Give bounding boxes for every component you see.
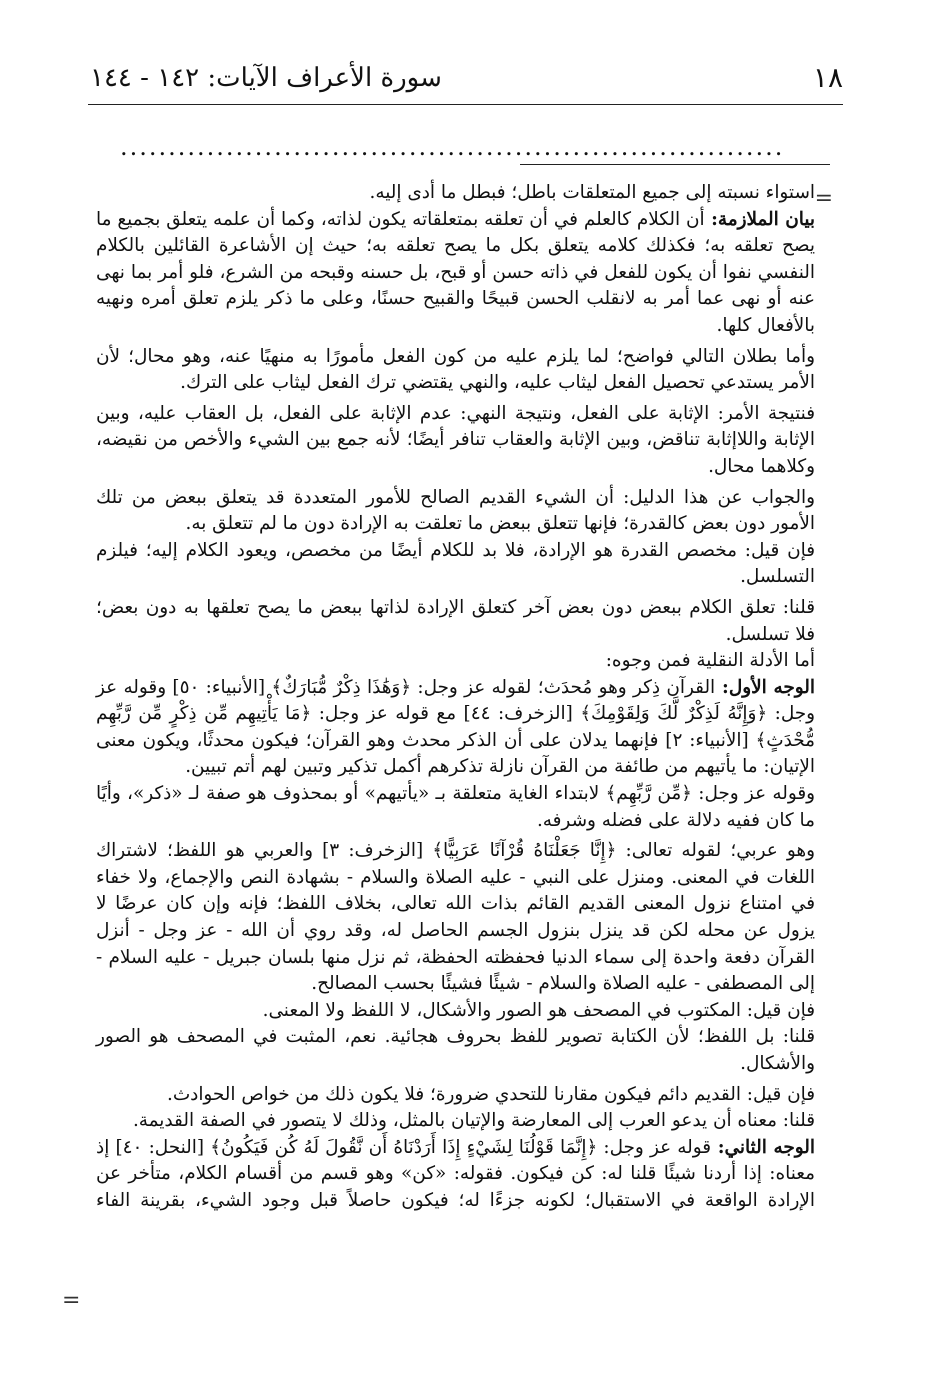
paragraph: أما الأدلة النقلية فمن وجوه:: [605, 650, 815, 672]
paragraph: الوجه الأول: القرآن ذِكر وهو مُحدَث؛ لقوله عز وجل: ﴿وَهَٰذَا ذِكْرٌ مُّبَارَكٌ﴾ [الأنبياء: ٥٠] وقوله عز وجل: ﴿وَإِنَّهُ لَذِكْرٌ لَّكَ وَلِقَوْمِكَ﴾ [الزخرف: ٤٤] مع قوله عز وجل: ﴿مَا يَأْتِيهِم مِّن ذِكْرٍ مِّن رَّبِّهِم مُّحْدَثٍ﴾ [الأنبياء: ٢] فإنهما يدلان على أن الذكر محدث وهو القرآن؛ فيكون محدثًا، ويكون معنى الإتيان: ما يأتيهم من طائفة من القرآن نازلة تذكرهم أكمل تذكير وتبين لهم أتم تبيين.: [96, 676, 815, 778]
paragraph: فإن قيل: القديم دائم فيكون مقارنا للتحدي ضرورة؛ فلا يكون ذلك من خواص الحوادث.: [166, 1083, 815, 1105]
body-text: [96, 180, 815, 1215]
paragraph: وأما بطلان التالي فواضح؛ لما يلزم عليه من كون الفعل مأمورًا به منهيًا عنه، وهو محال؛ لأن الأمر يستدعي تحصيل الفعل ليثاب عليه، والنهي يقتضي ترك الفعل ليثاب على الترك.: [96, 345, 815, 394]
paragraph: والجواب عن هذا الدليل: أن الشيء القديم الصالح للأمور المتعددة قد يتعلق ببعض من تلك الأمور دون بعض كالقدرة؛ فإنها تتعلق ببعض ما تعلقت به الإرادة دون ما لم تتعلق به.: [96, 486, 815, 535]
paragraph: فإن قيل: المكتوب في المصحف هو الصور والأشكال، لا اللفظ ولا المعنى.: [262, 999, 815, 1021]
running-title: سورة الأعراف الآيات: ١٤٢ - ١٤٤: [90, 63, 442, 93]
continuation-mark-icon: =: [814, 186, 833, 211]
paragraph: قلنا: تعلق الكلام ببعض دون بعض آخر كتعلق الإرادة لذاتها ببعض ما يصح تعلقها به دون بعض؛ فلا تسلسل.: [96, 596, 815, 645]
paragraph: قلنا: معناه أن يدعو العرب إلى المعارضة والإتيان بالمثل، وذلك لا يتصور في الصفة القديمة.: [132, 1110, 815, 1132]
ellipsis-dots: .....................................................................: [120, 133, 785, 161]
header-rule: [88, 104, 843, 105]
paragraph: استواء نسبته إلى جميع المتعلقات باطل؛ فبطل ما أدى إليه.: [369, 182, 815, 203]
paragraph: قلنا: بل اللفظ؛ لأن الكتابة تصوير للفظ بحروف هجائية. نعم، المثبت في المصحف هو الصور والأشكال.: [96, 1026, 815, 1074]
separator-rule: [520, 164, 830, 165]
paragraph: وقوله عز وجل: ﴿مِّن رَّبِّهِم﴾ لابتداء الغاية متعلقة بـ «يأتيهم» أو بمحذوف هو صفة لـ «ذكر»، وأيًا ما كان ففيه دلالة على فضله وشرفه.: [96, 783, 815, 831]
paragraph: بيان الملازمة: أن الكلام كالعلم في أن تعلقه بمتعلقاته يكون لذاته، وكما أن علمه يتعلق بجميع ما يصح تعلقه به؛ فكذلك كلامه يتعلق بكل ما يصح تعلقه به؛ حيث إن الأشاعرة القائلين بالكلام النفسي نفوا أن يكون للفعل في ذاته حسن أو قبح، بل حسنه وقبحه من الشرع، فلو أمر بما نهى عنه أو نهى عما أمر به لانقلب الحسن قبيحًا والقبيح حسنًا، وعلى ما ذكر يلزم تعلق أمره ونهيه بالأفعال كلها.: [96, 208, 816, 336]
paragraph: فنتيجة الأمر: الإثابة على الفعل، ونتيجة النهي: عدم الإثابة على الفعل، بل العقاب عليه، وبين الإثابة واللاإثابة تناقض، وبين الإثابة والعقاب تنافر أيضًا؛ لأنه جمع بين الشيء والأخص من نقيضه، وكلاهما محال.: [96, 402, 815, 477]
paragraph: وهو عربي؛ لقوله تعالى: ﴿إِنَّا جَعَلْنَاهُ قُرْآنًا عَرَبِيًّا﴾ [الزخرف: ٣] والعربي هو اللفظ؛ لاشتراك اللغات في المعنى. ومنزل على النبي - عليه الصلاة والسلام - بشهادة النص والإجماع، ولا خفاء في امتناع نزول المعنى القديم القائم بذات الله تعالى، بخلاف اللفظ؛ فإنه وإن كان عرضًا لا يزول عن محله لكن قد ينزل بنزول الجسم الحاصل له، وقد روي أن الله - عز وجل - أنزل القرآن دفعة واحدة إلى سماء الدنيا فحفظته الحفظة، ثم نزل منها بلسان جبريل - عليه السلام - إلى المصطفى - عليه الصلاة والسلام - شيئًا فشيئًا بحسب المصالح.: [96, 840, 816, 995]
paragraph: فإن قيل: مخصص القدرة هو الإرادة، فلا بد للكلام أيضًا من مخصص، ويعود الكلام إليه؛ فيلزم التسلسل.: [96, 539, 815, 588]
paragraph: الوجه الثاني: قوله عز وجل: ﴿إِنَّمَا قَوْلُنَا لِشَيْءٍ إِذَا أَرَدْنَاهُ أَن نَّقُولَ لَهُ كُن فَيَكُونُ﴾ [النحل: ٤٠] إذ معناه: إذا أردنا شيئًا قلنا له: كن فيكون. فقوله: «كن» وهو قسم من أقسام الكلام، متأخر عن الإرادة الواقعة في الاستقبال؛ لكونه جزءًا له؛ فيكون حاصلاً قبل وجود الشيء، بقرينة الفاء: [96, 1136, 815, 1211]
continuation-mark-icon: =: [62, 1288, 81, 1313]
page-header: [90, 58, 843, 98]
page-number: ١٨: [812, 61, 843, 94]
